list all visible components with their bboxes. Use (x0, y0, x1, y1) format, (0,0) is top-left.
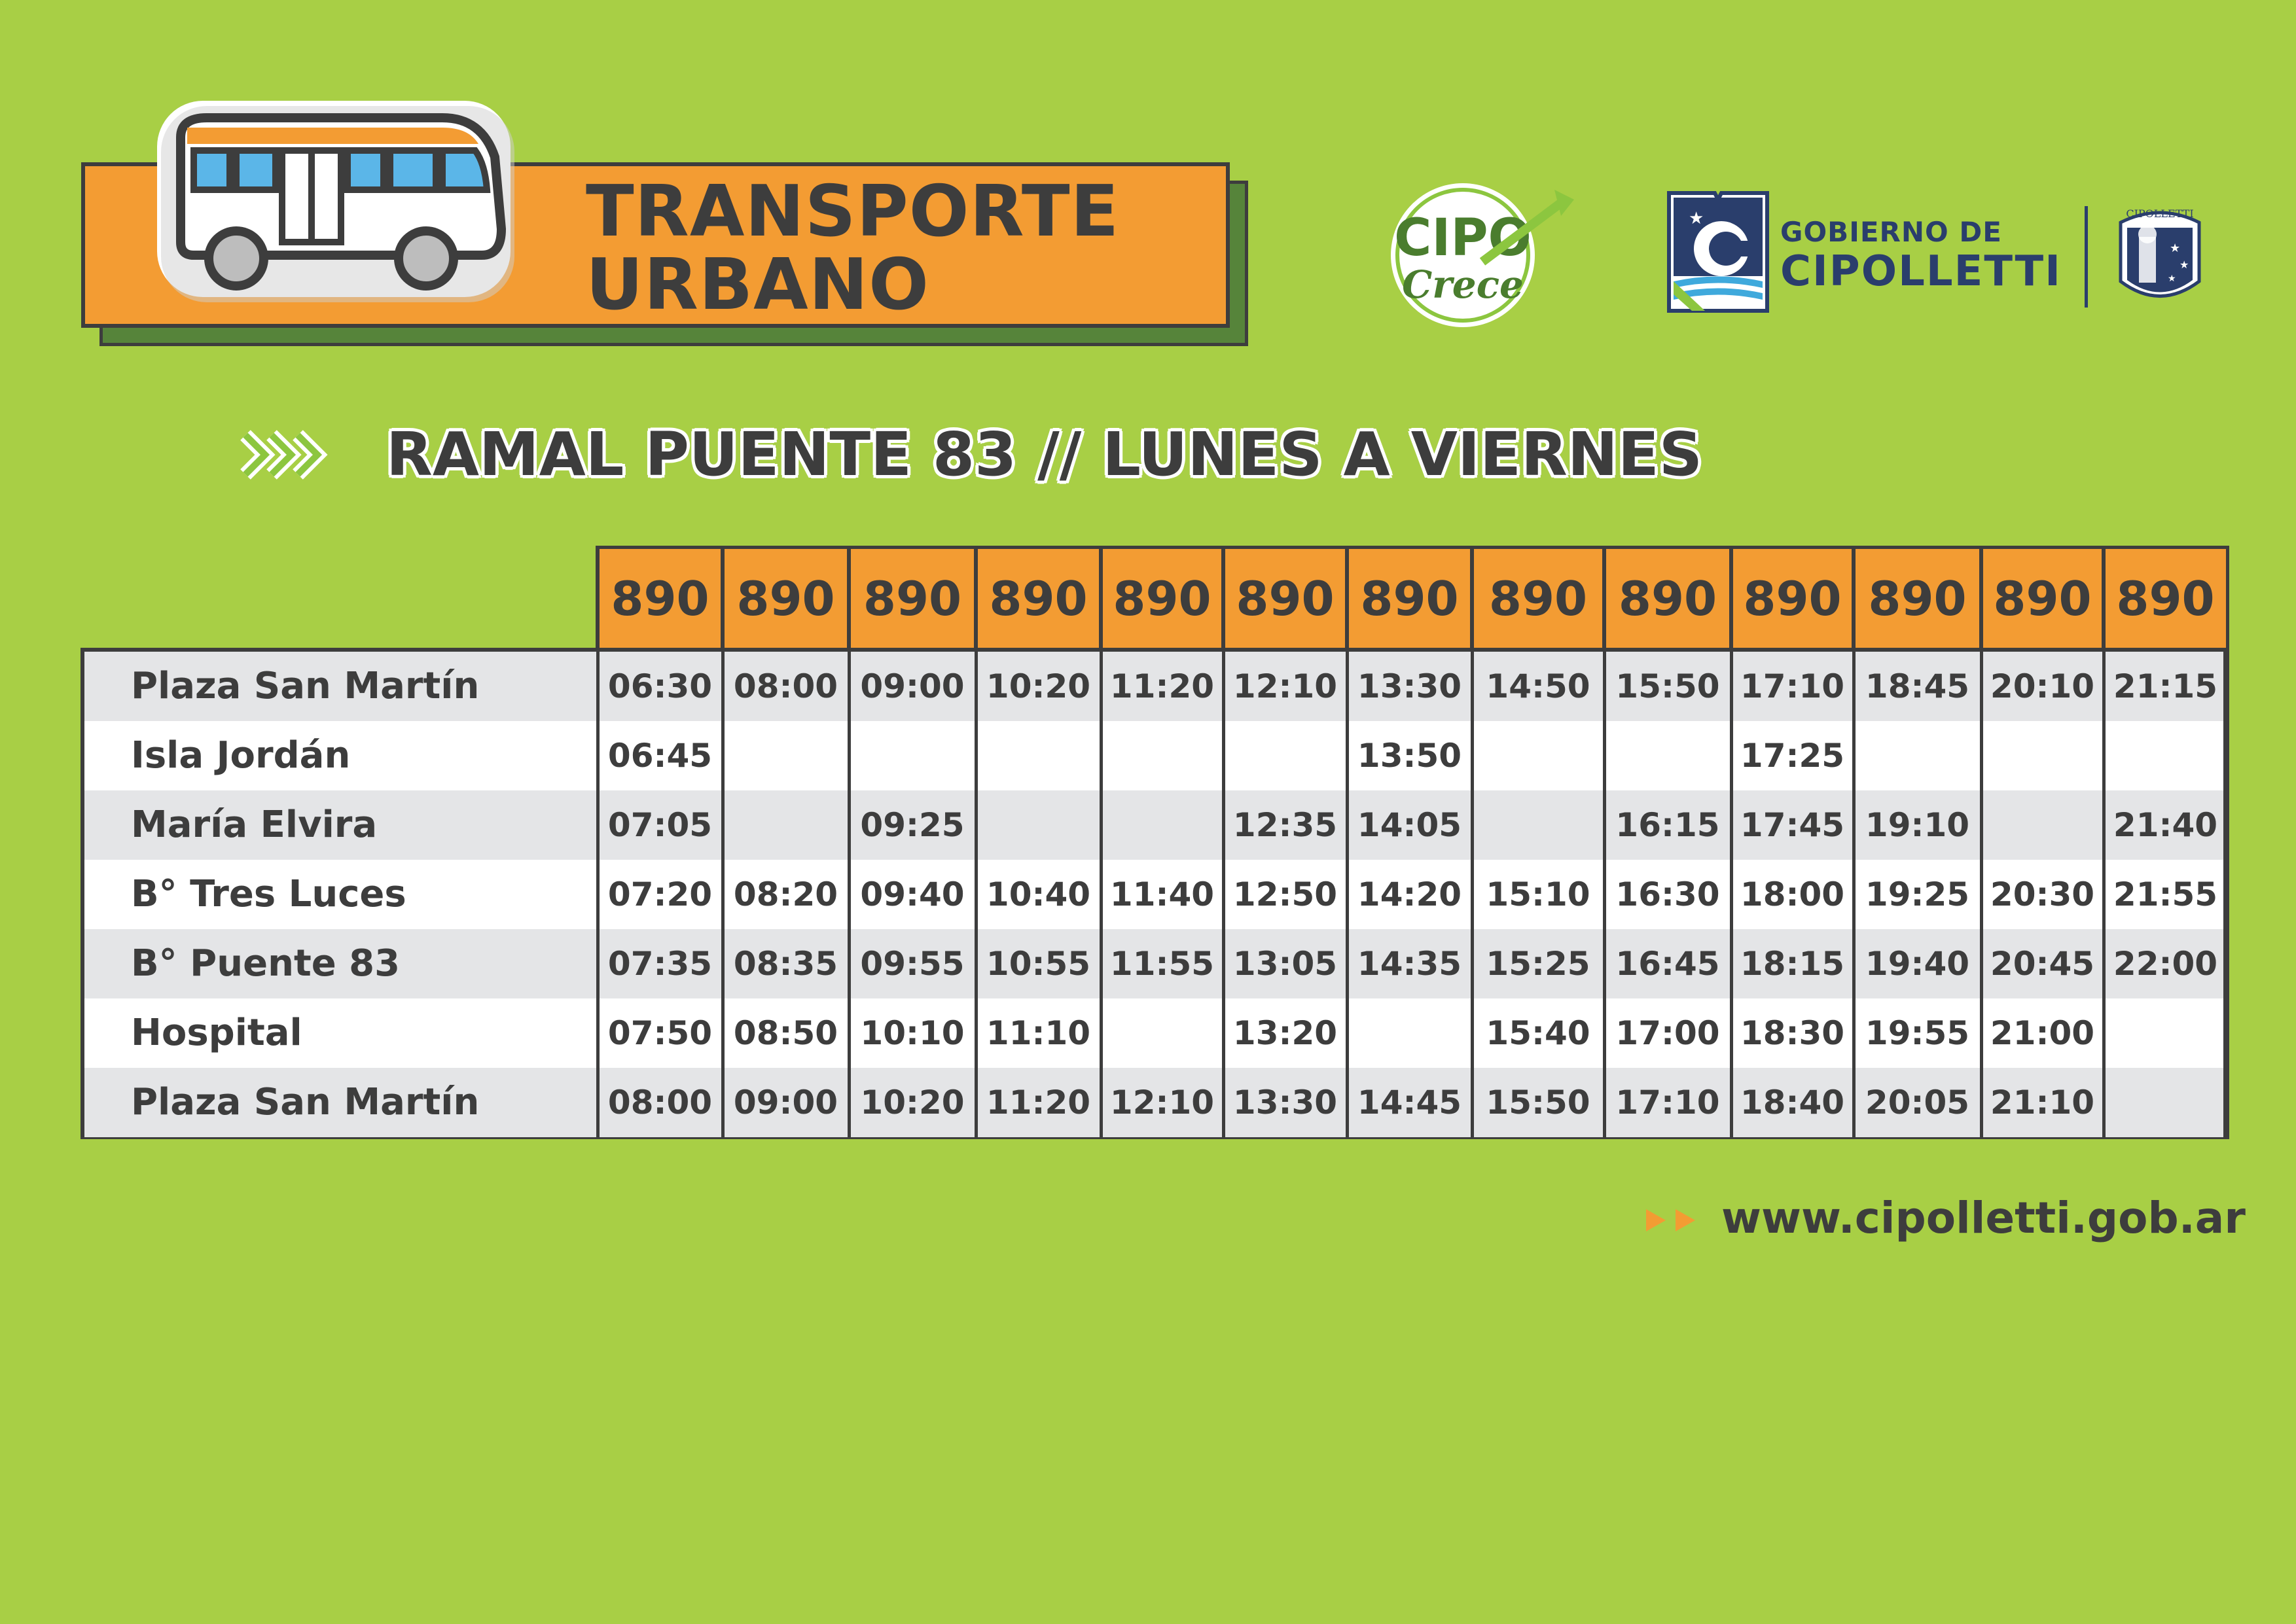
time-cell: 21:10 (1990, 1084, 2095, 1121)
municipal-crest-icon (2108, 196, 2212, 314)
column-divider (848, 546, 851, 1139)
logo-divider (2085, 206, 2088, 308)
time-cell: 14:50 (1486, 667, 1590, 705)
time-cell: 21:55 (2113, 875, 2218, 913)
column-divider (1603, 546, 1606, 1139)
title-line-1: TRANSPORTE (586, 171, 1120, 253)
svg-text:★: ★ (2170, 241, 2181, 255)
time-cell: 12:35 (1232, 806, 1338, 844)
crece-logo-text: Crece (1402, 262, 1524, 307)
time-cell: 18:45 (1865, 667, 1970, 705)
time-cell: 09:00 (733, 1084, 838, 1121)
gov-line-2: CIPOLLETTI (1780, 247, 2062, 296)
play-arrows-icon (1643, 1204, 1708, 1237)
time-cell: 18:40 (1740, 1084, 1845, 1121)
time-cell: 08:35 (733, 945, 838, 983)
time-cell: 11:20 (986, 1084, 1091, 1121)
time-cell: 09:00 (860, 667, 965, 705)
time-cell: 13:50 (1357, 737, 1462, 775)
column-header-6: 890 (1221, 546, 1349, 652)
time-cell: 14:20 (1357, 875, 1462, 913)
column-divider (1346, 546, 1349, 1139)
bus-icon (154, 98, 521, 314)
time-cell: 08:50 (733, 1014, 838, 1052)
page-title (586, 171, 1227, 326)
time-cell: 07:50 (607, 1014, 713, 1052)
time-cell: 19:25 (1865, 875, 1970, 913)
time-cell: 16:45 (1615, 945, 1720, 983)
column-divider (2102, 546, 2106, 1139)
column-divider (721, 546, 725, 1139)
column-divider (1852, 546, 1856, 1139)
stop-name: María Elvira (131, 803, 378, 846)
time-cell: 14:05 (1357, 806, 1462, 844)
column-divider (2226, 546, 2229, 1139)
time-cell: 10:10 (860, 1014, 965, 1052)
column-header-1: 890 (596, 546, 725, 652)
time-cell: 08:00 (733, 667, 838, 705)
time-cell: 18:30 (1740, 1014, 1845, 1052)
time-cell: 08:20 (733, 875, 838, 913)
column-divider (1730, 546, 1733, 1139)
time-cell: 10:20 (860, 1084, 965, 1121)
column-divider (1222, 546, 1225, 1139)
time-cell: 19:10 (1865, 806, 1970, 844)
stop-name: B° Puente 83 (131, 942, 401, 985)
time-cell: 09:55 (860, 945, 965, 983)
time-cell: 17:45 (1740, 806, 1845, 844)
time-cell: 17:10 (1740, 667, 1845, 705)
time-cell: 13:30 (1357, 667, 1462, 705)
stop-name: B° Tres Luces (131, 873, 406, 915)
stop-name: Isla Jordán (131, 734, 351, 777)
time-cell: 10:20 (986, 667, 1091, 705)
time-cell: 21:00 (1990, 1014, 2095, 1052)
column-divider (596, 546, 600, 1139)
time-cell: 10:55 (986, 945, 1091, 983)
time-cell: 19:55 (1865, 1014, 1970, 1052)
time-cell: 12:50 (1232, 875, 1338, 913)
column-header-7: 890 (1345, 546, 1474, 652)
time-cell: 20:30 (1990, 875, 2095, 913)
time-cell: 15:10 (1486, 875, 1590, 913)
time-cell: 07:05 (607, 806, 713, 844)
stop-name: Plaza San Martín (131, 665, 480, 707)
time-cell: 20:45 (1990, 945, 2095, 983)
time-cell: 06:45 (607, 737, 713, 775)
time-cell: 08:00 (607, 1084, 713, 1121)
column-header-13: 890 (2102, 546, 2229, 652)
time-cell: 17:25 (1740, 737, 1845, 775)
svg-text:★: ★ (2179, 258, 2189, 271)
time-cell: 15:25 (1486, 945, 1590, 983)
column-header-3: 890 (847, 546, 978, 652)
column-header-9: 890 (1602, 546, 1733, 652)
column-header-12: 890 (1979, 546, 2106, 652)
time-cell: 19:40 (1865, 945, 1970, 983)
time-cell: 06:30 (607, 667, 713, 705)
time-cell: 22:00 (2113, 945, 2218, 983)
stop-name: Hospital (131, 1012, 302, 1054)
time-cell: 18:15 (1740, 945, 1845, 983)
time-cell: 20:10 (1990, 667, 2095, 705)
time-cell: 18:00 (1740, 875, 1845, 913)
column-divider (1471, 546, 1474, 1139)
time-cell: 12:10 (1109, 1084, 1215, 1121)
time-cell: 14:45 (1357, 1084, 1462, 1121)
time-cell: 17:00 (1615, 1014, 1720, 1052)
time-cell: 13:30 (1232, 1084, 1338, 1121)
website-link[interactable]: www.cipolletti.gob.ar (1721, 1193, 2246, 1243)
title-line-2: URBANO (586, 244, 929, 326)
chevron-right-icon (239, 425, 337, 484)
time-cell: 15:50 (1615, 667, 1720, 705)
column-header-8: 890 (1470, 546, 1606, 652)
time-cell: 13:20 (1232, 1014, 1338, 1052)
route-title: RAMAL PUENTE 83 // LUNES A VIERNES (386, 419, 1702, 489)
time-cell: 16:30 (1615, 875, 1720, 913)
column-header-5: 890 (1099, 546, 1225, 652)
time-cell: 10:40 (986, 875, 1091, 913)
time-cell: 13:05 (1232, 945, 1338, 983)
column-divider (1980, 546, 1983, 1139)
time-cell: 11:55 (1109, 945, 1215, 983)
time-cell: 20:05 (1865, 1084, 1970, 1121)
time-cell: 14:35 (1357, 945, 1462, 983)
column-divider (975, 546, 978, 1139)
column-header-4: 890 (974, 546, 1103, 652)
time-cell: 15:40 (1486, 1014, 1590, 1052)
time-cell: 09:25 (860, 806, 965, 844)
time-cell: 11:10 (986, 1014, 1091, 1052)
cipo-logo-text: CIPO (1394, 209, 1532, 268)
column-header-10: 890 (1729, 546, 1856, 652)
column-header-2: 890 (721, 546, 851, 652)
time-cell: 15:50 (1486, 1084, 1590, 1121)
svg-text:★: ★ (2168, 274, 2176, 284)
time-cell: 12:10 (1232, 667, 1338, 705)
gobierno-emblem-icon (1666, 190, 1770, 321)
crest-label: CIPOLLETTI (2126, 207, 2194, 220)
column-divider (1100, 546, 1103, 1139)
time-cell: 21:40 (2113, 806, 2218, 844)
time-cell: 07:20 (607, 875, 713, 913)
column-header-11: 890 (1852, 546, 1983, 652)
gov-line-1: GOBIERNO DE (1780, 216, 2002, 248)
cipo-crece-logo (1365, 177, 1587, 334)
time-cell: 11:40 (1109, 875, 1215, 913)
gobierno-logo-text (1780, 216, 2062, 294)
time-cell: 07:35 (607, 945, 713, 983)
time-cell: 17:10 (1615, 1084, 1720, 1121)
time-cell: 09:40 (860, 875, 965, 913)
time-cell: 21:15 (2113, 667, 2218, 705)
time-cell: 11:20 (1109, 667, 1215, 705)
stop-name: Plaza San Martín (131, 1081, 480, 1123)
table-row (84, 721, 2223, 790)
svg-text:★: ★ (1689, 209, 1704, 228)
time-cell: 16:15 (1615, 806, 1720, 844)
